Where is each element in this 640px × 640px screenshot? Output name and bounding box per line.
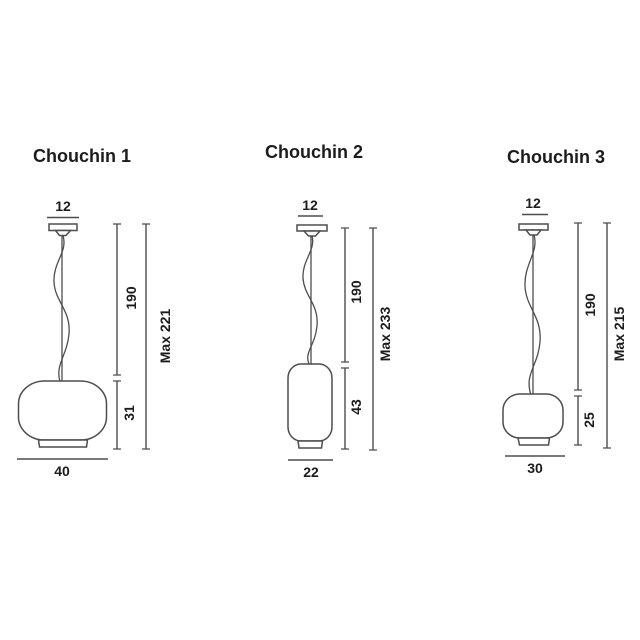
figure2-max-height-label: Max 233: [377, 306, 393, 362]
figure1-body-height-label: 31: [121, 405, 137, 421]
figure1-max-height-label: Max 221: [157, 308, 173, 364]
figure2-canopy-width-label: 12: [302, 197, 318, 213]
figure2-dim-ticks: [341, 228, 377, 450]
figure3-canopy-width-label: 12: [525, 195, 541, 211]
figure3-max-height-label: Max 215: [611, 306, 627, 362]
figure3-canopy-neck: [526, 230, 541, 235]
figure1-title: Chouchin 1: [33, 146, 131, 166]
figure3-body-height-label: 25: [581, 412, 597, 428]
figure3-canopy: [519, 224, 548, 230]
figure2-lamp-body: [288, 364, 332, 441]
figure3-lamp-base: [518, 438, 550, 445]
figure2-cord-length-label: 190: [348, 280, 364, 304]
figure1-lamp-base: [39, 440, 88, 447]
figure1-canopy-neck: [56, 231, 71, 236]
figure3-lamp-body: [503, 394, 563, 438]
figure2-body-height-label: 43: [348, 399, 364, 415]
figure3-title: Chouchin 3: [507, 147, 605, 167]
figure2-body-width-label: 22: [303, 464, 319, 480]
figure1-drawing: [17, 218, 150, 460]
figure2-canopy: [297, 225, 327, 231]
figure1-lamp-body: [19, 381, 107, 440]
figure1-canopy-width-label: 12: [55, 198, 71, 214]
figure1-body-width-label: 40: [54, 463, 70, 479]
figure1-canopy: [49, 224, 77, 231]
figure2-title: Chouchin 2: [265, 142, 363, 162]
figure3-cord-length-label: 190: [582, 293, 598, 317]
figure1-cord-length-label: 190: [123, 286, 139, 310]
figure3-body-width-label: 30: [527, 460, 543, 476]
figure2-drawing: [288, 216, 377, 460]
figure2-lamp-base: [298, 441, 323, 448]
figure2-canopy-neck: [304, 231, 320, 236]
figure2-cord: [303, 236, 317, 364]
